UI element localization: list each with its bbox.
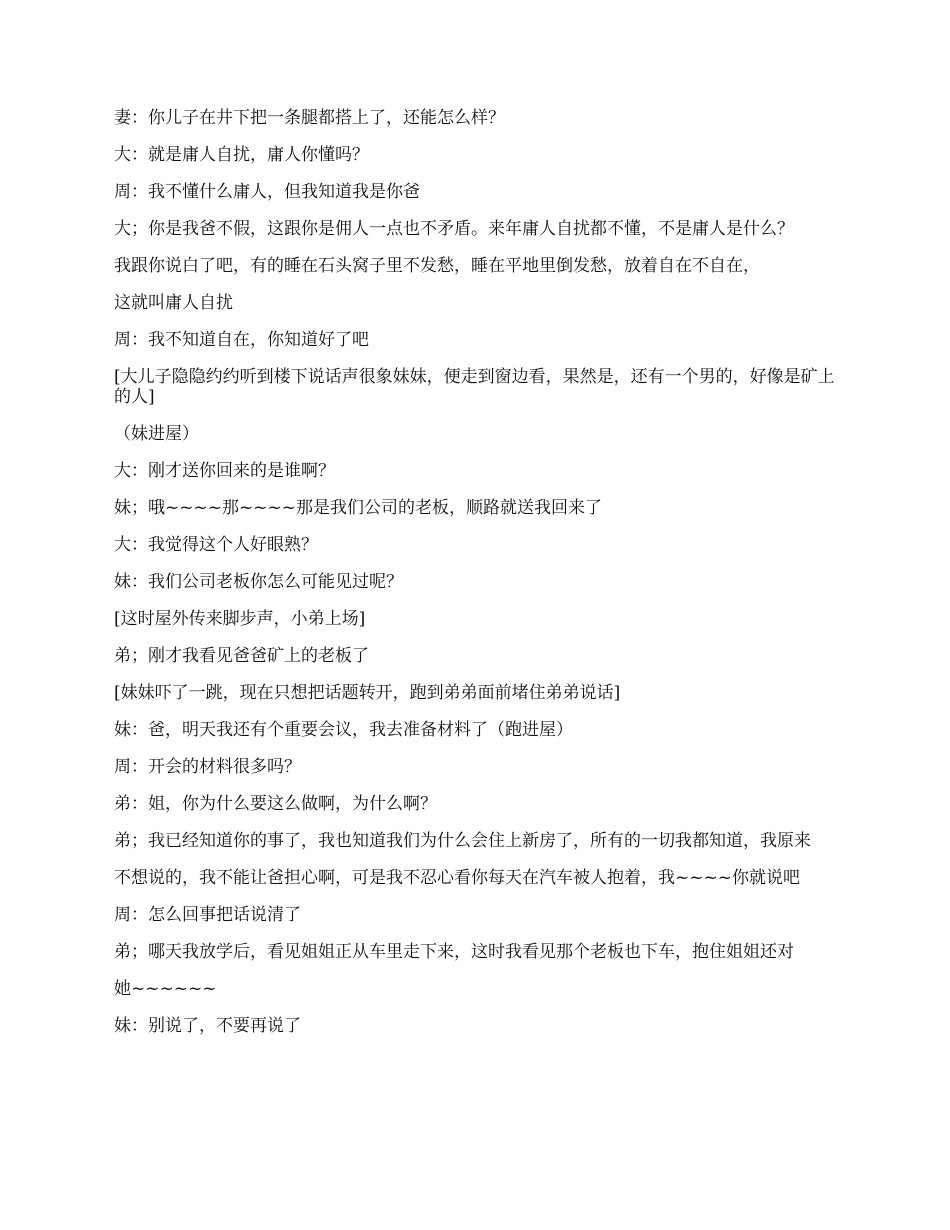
stage-direction: [妹妹吓了一跳，现在只想把话题转开，跑到弟弟面前堵住弟弟说话] (114, 683, 621, 703)
dialogue-line: 周：开会的材料很多吗？ (114, 757, 301, 777)
dialogue-line: 大：就是庸人自扰，庸人你懂吗？ (114, 145, 369, 165)
dialogue-line: 大；你是我爸不假，这跟你是佣人一点也不矛盾。来年庸人自扰都不懂，不是庸人是什么？ (114, 219, 794, 239)
dialogue-line: 妹：爸，明天我还有个重要会议，我去准备材料了（跑进屋） (114, 720, 573, 740)
dialogue-line: 弟：姐，你为什么要这么做啊，为什么啊？ (114, 794, 437, 814)
dialogue-line: 妹：我们公司老板你怎么可能见过呢？ (114, 572, 403, 592)
stage-direction: [这时屋外传来脚步声，小弟上场] (114, 609, 366, 629)
stage-direction: （妹进屋） (114, 424, 199, 444)
stage-direction: [大儿子隐隐约约听到楼下说话声很象妹妹，便走到窗边看，果然是，还有一个男的，好像是矿上的人] (114, 367, 835, 407)
dialogue-line: 这就叫庸人自扰 (114, 293, 233, 313)
dialogue-line: 弟；刚才我看见爸爸矿上的老板了 (114, 646, 369, 666)
dialogue-line: 大：我觉得这个人好眼熟？ (114, 535, 318, 555)
dialogue-line: 弟；我已经知道你的事了，我也知道我们为什么会住上新房了，所有的一切我都知道，我原来 (114, 831, 811, 851)
dialogue-line: 弟；哪天我放学后，看见姐姐正从车里走下来，这时我看见那个老板也下车，抱住姐姐还对 (114, 942, 794, 962)
dialogue-line: 妹；哦~~~~那~~~~那是我们公司的老板，顺路就送我回来了 (114, 498, 602, 518)
dialogue-line: 不想说的，我不能让爸担心啊，可是我不忍心看你每天在汽车被人抱着，我~~~~你就说吧 (114, 868, 800, 888)
dialogue-line: 妻：你儿子在井下把一条腿都搭上了，还能怎么样？ (114, 108, 505, 128)
dialogue-line: 周：怎么回事把话说清了 (114, 905, 301, 925)
document-body (114, 108, 844, 1053)
dialogue-line: 她~~~~~~ (114, 979, 217, 999)
dialogue-line: 我跟你说白了吧，有的睡在石头窝子里不发愁，睡在平地里倒发愁，放着自在不自在， (114, 256, 760, 276)
dialogue-line: 大：刚才送你回来的是谁啊？ (114, 461, 335, 481)
dialogue-line: 周：我不知道自在，你知道好了吧 (114, 330, 369, 350)
dialogue-line: 妹：别说了，不要再说了 (114, 1016, 301, 1036)
dialogue-line: 周：我不懂什么庸人，但我知道我是你爸 (114, 182, 420, 202)
